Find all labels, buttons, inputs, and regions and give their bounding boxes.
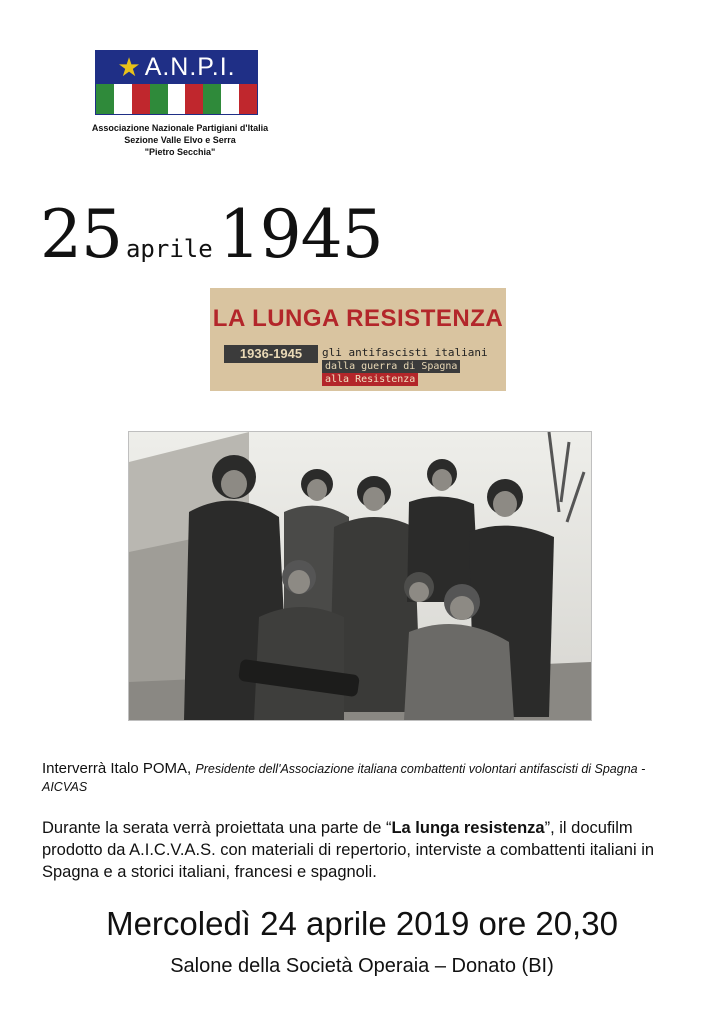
anpi-logo-text: A.N.P.I. <box>144 52 236 81</box>
star-icon: ★ <box>117 51 142 82</box>
association-name <box>60 122 300 158</box>
association-line2: Sezione Valle Elvo e Serra <box>124 135 236 145</box>
banner-subtitle-3: alla Resistenza <box>322 373 418 386</box>
association-line1: Associazione Nazionale Partigiani d'Italia <box>91 123 269 133</box>
speaker-info <box>42 760 682 796</box>
description-part2: ”, il docufilm prodotto da A.I.C.V.A.S. con materiali di repertorio, interviste a combattenti italiani in Spagna e a storici italiani, francesi e spagnoli. <box>42 819 655 881</box>
title-day: 25 <box>40 196 122 273</box>
anpi-logo-banner <box>95 50 258 84</box>
event-venue: Salone della Società Operaia – Donato (BI) <box>170 955 554 977</box>
title-month: aprile <box>125 235 213 263</box>
description-part1: Durante la serata verrà proiettata una parte de “ <box>42 819 392 837</box>
title-year: 1945 <box>218 196 383 273</box>
description-film-title: La lunga resistenza <box>391 819 545 837</box>
historical-photo <box>128 431 592 721</box>
speaker-role: Presidente dell'Associazione italiana combattenti volontari antifascisti di Spagna - AICVAS <box>42 762 646 794</box>
film-banner <box>210 288 506 391</box>
banner-title: LA LUNGA RESISTENZA <box>212 305 504 332</box>
association-line3: "Pietro Secchia" <box>144 147 216 157</box>
event-date: Mercoledì 24 aprile 2019 ore 20,30 <box>106 905 618 942</box>
italian-flag-stripes <box>95 84 258 115</box>
page-title <box>40 190 383 280</box>
soldiers-group-image <box>129 432 591 720</box>
anpi-logo <box>95 50 258 114</box>
banner-years: 1936-1945 <box>224 345 318 363</box>
event-description <box>42 817 682 883</box>
banner-subtitle-1: gli antifascisti italiani <box>322 346 488 359</box>
banner-subtitle-2: dalla guerra di Spagna <box>322 360 460 373</box>
speaker-intro: Interverrà Italo POMA, <box>42 760 192 777</box>
